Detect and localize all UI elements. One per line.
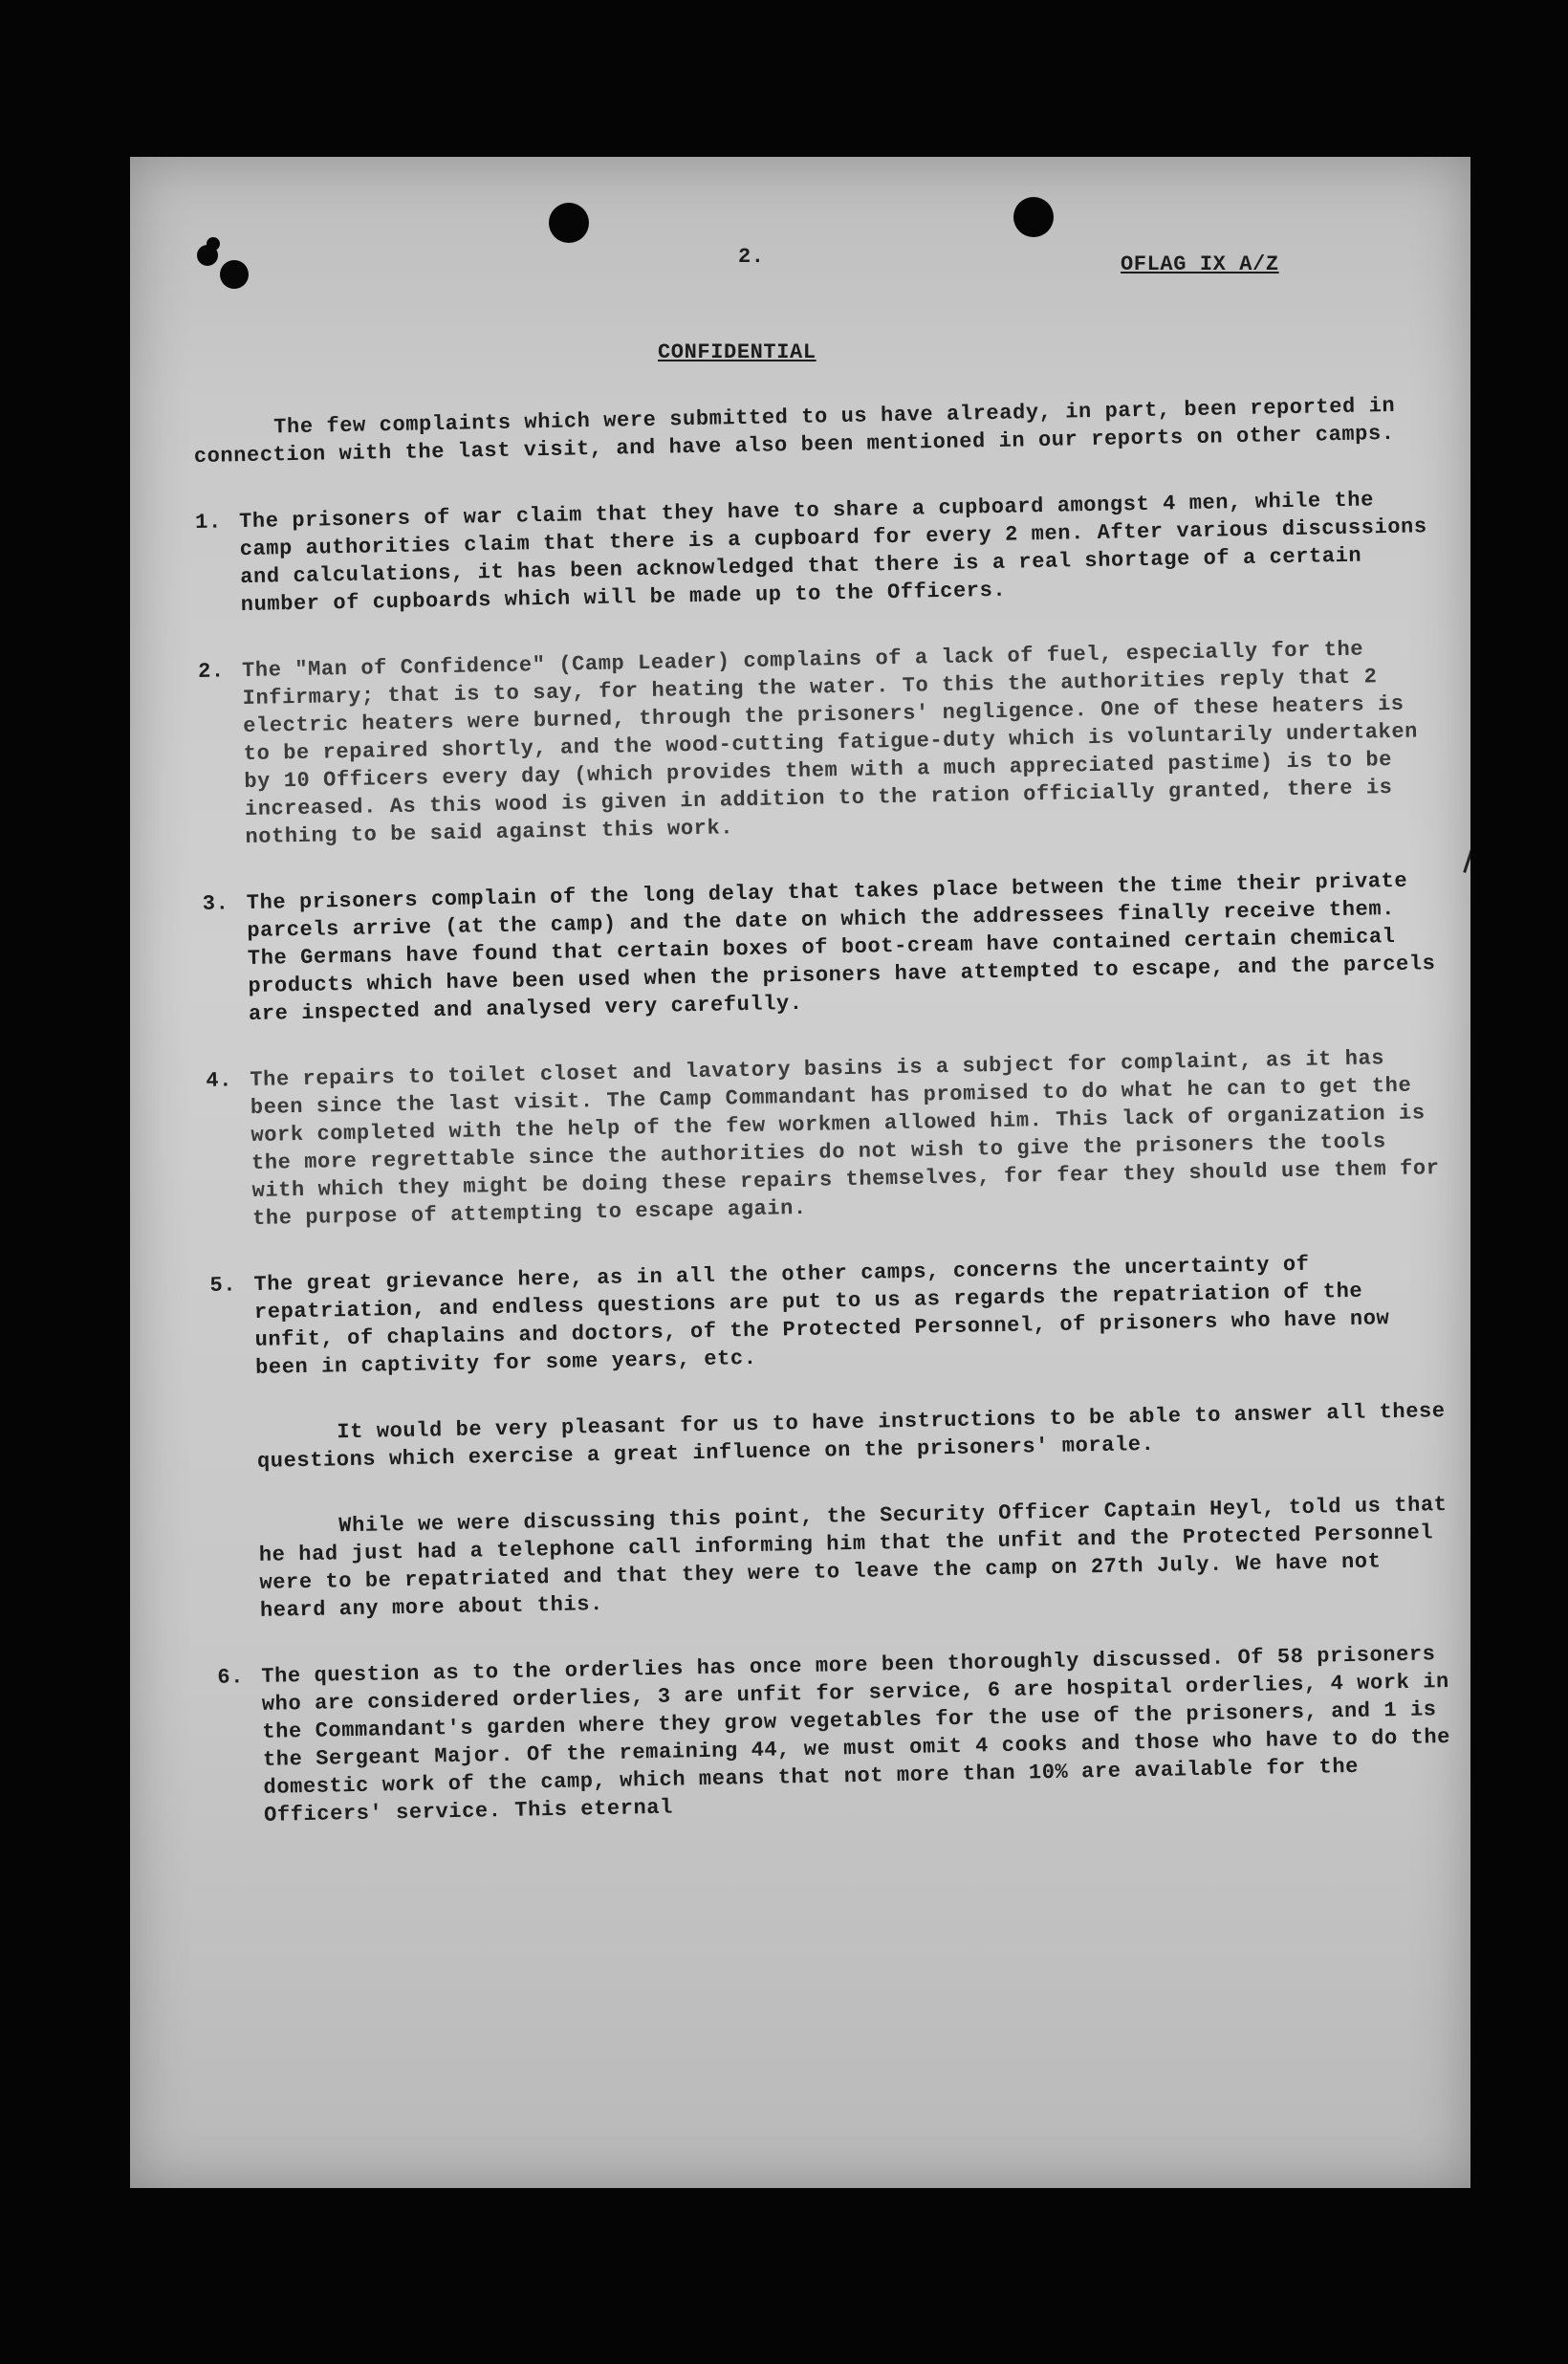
item-number: 5. — [209, 1273, 237, 1298]
item-text: The great grievance here, as in all the other camps, concerns the uncertainty of repatriation, and endless questions are put to us as regards the repatriation of the unfit, of chaplains and doctors, of the Protected Personnel, of prisoners who have now been in captivity for some years, etc. — [253, 1252, 1390, 1380]
item-number: 6. — [217, 1665, 245, 1690]
item-text: The "Man of Confidence" (Camp Leader) complains of a lack of fuel, especially for the Infirmary; that is to say, for heating the water. To this the authorities reply that 2 electric heaters were burned, through the prisoners' negligence. One of these heaters is to be repaired shortly, and the wood-cutting fatigue-duty which is voluntarily undertaken by 10 Officers every day (which provides them with a much appreciated pastime) is to be increased. As this wood is given in addition to the ration officially granted, there is nothing to be said against this work. — [241, 637, 1419, 850]
intro-paragraph: The few complaints which were submitted to us have already, in part, been reported in connection with the last visit, and have also been mentioned in our reports on other camps. — [193, 393, 1396, 469]
item-5-continuation: While we were discussing this point, the Security Officer Captain Heyl, told us that he had just had a telephone call informing him that the unfit and the Protected Personnel were to be repatriated and that they were to leave the camp on 27th July. We have not heard any more about this. — [258, 1493, 1448, 1623]
item-number: 1. — [194, 510, 223, 535]
pencil-mark — [1463, 814, 1470, 873]
item-text: The repairs to toilet closet and lavatory basins is a subject for complaint, as it has been since the last visit. The Camp Commandant has promised to do what he can to get the work completed with the help of the few workmen allowed him. This lack of organization is the more regrettable since the authorities do not wish to give the prisoners the tools with which they might be doing these repairs themselves, for fear they should use them for the purpose of attempting to escape again. — [250, 1046, 1440, 1231]
item-5 — [209, 1248, 1445, 1383]
item-number: 3. — [202, 891, 229, 916]
punch-hole-right — [1013, 197, 1054, 237]
item-2 — [198, 634, 1435, 852]
item-text: The prisoners of war claim that they have to share a cupboard amongst 4 men, while the camp authorities claim that there is a cupboard for every 2 men. After various discussions and calculations, it has been acknowledged that there is a real shortage of a certain number of cupboards which will be made up to the Officers. — [238, 488, 1427, 618]
item-1 — [195, 485, 1430, 620]
item-3 — [203, 866, 1439, 1029]
page-number: 2. — [738, 245, 765, 269]
document-page — [130, 157, 1470, 2188]
item-number: 4. — [206, 1068, 233, 1093]
document-body — [193, 391, 1454, 1868]
camp-reference: OFLAG IX A/Z — [1121, 252, 1279, 276]
document-heading: CONFIDENTIAL — [658, 340, 817, 364]
item-text: The prisoners complain of the long delay that takes place between the time their private parcels arrive (at the camp) and the date on which the addressees finally receive them. The Germans have found that certain boxes of boot-cream have contained certain chemical products which have been used when the prisoners have attempted to escape, and the parcels are inspected and analysed very carefully. — [246, 868, 1436, 1026]
item-4 — [206, 1043, 1442, 1234]
item-number: 2. — [197, 659, 225, 684]
item-text: The question as to the orderlies has once more been thoroughly discussed. Of 58 prisoners who are considered orderlies, 3 are unfit for service, 6 are hospital orderlies, 4 work in the Commandant's garden where they grow vegetables for the use of the prisoners, and 1 is the Sergeant Major. Of the remaining 44, we must omit 4 cooks and those who have to do the domestic work of the camp, which means that not more than 10% are available for the Officers' service. This eternal — [261, 1642, 1451, 1828]
item-6 — [217, 1640, 1453, 1830]
ink-blot — [220, 260, 249, 289]
punch-hole-left — [549, 203, 589, 243]
ink-blot — [207, 237, 220, 251]
item-5-continuation: It would be very pleasant for us to have instructions to be able to answer all these questions which exercise a great influence on the prisoners' morale. — [256, 1399, 1446, 1474]
